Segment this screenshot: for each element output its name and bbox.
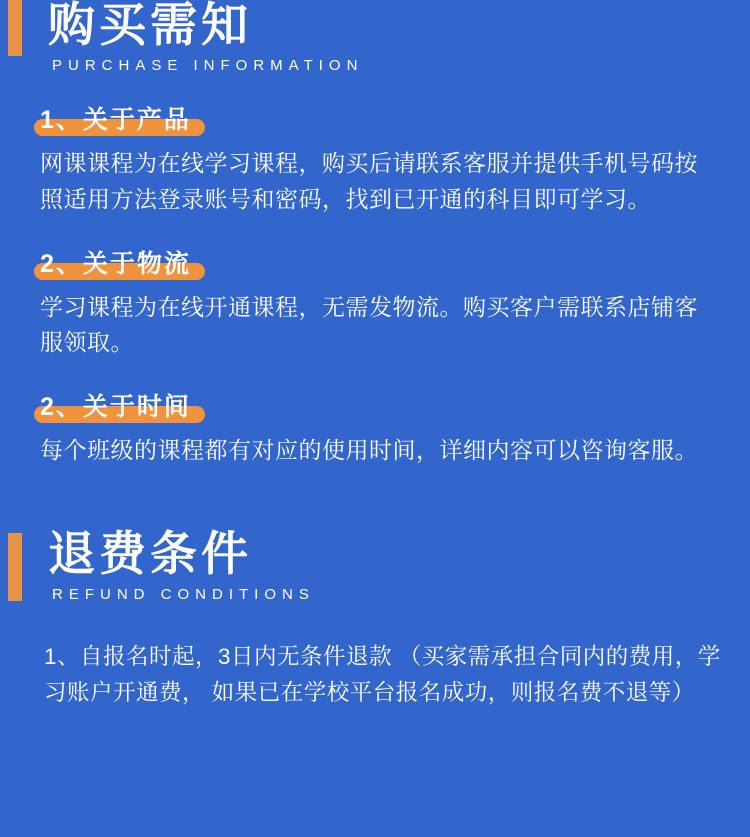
section-header-purchase [0, 0, 750, 74]
item-body: 学习课程为在线开通课程，无需发物流。购买客户需联系店铺客服领取。 [40, 293, 698, 356]
accent-bar [8, 0, 22, 56]
purchase-item [40, 218, 720, 361]
section-title-en: REFUND CONDITIONS [52, 585, 315, 603]
item-title-wrap [40, 244, 191, 280]
item-title: 2、关于物流 [40, 249, 191, 278]
section-gap [0, 469, 750, 529]
item-title: 2、关于时间 [40, 392, 191, 421]
section-title-en: PURCHASE INFORMATION [52, 57, 364, 75]
purchase-items [0, 74, 750, 468]
item-title-wrap [40, 100, 191, 136]
refund-body: 1、自报名时起，3日内无条件退款 （买家需承担合同内的费用，学习账户开通费， 如果已在学校平台报名成功，则报名费不退等） [44, 643, 721, 706]
item-title-wrap [40, 387, 191, 423]
item-body: 每个班级的课程都有对应的使用时间，详细内容可以咨询客服。 [40, 436, 698, 463]
section-title-cn: 购买需知 [48, 0, 252, 51]
item-title: 1、关于产品 [40, 106, 191, 135]
purchase-item [40, 361, 720, 469]
section-header-refund [0, 526, 750, 603]
item-body: 网课课程为在线学习课程，购买后请联系客服并提供手机号码按照适用方法登录账号和密码，找到已开通的科目即可学习。 [40, 150, 698, 212]
purchase-item [40, 74, 720, 217]
accent-bar [8, 533, 22, 601]
section-title-cn: 退费条件 [48, 526, 252, 580]
